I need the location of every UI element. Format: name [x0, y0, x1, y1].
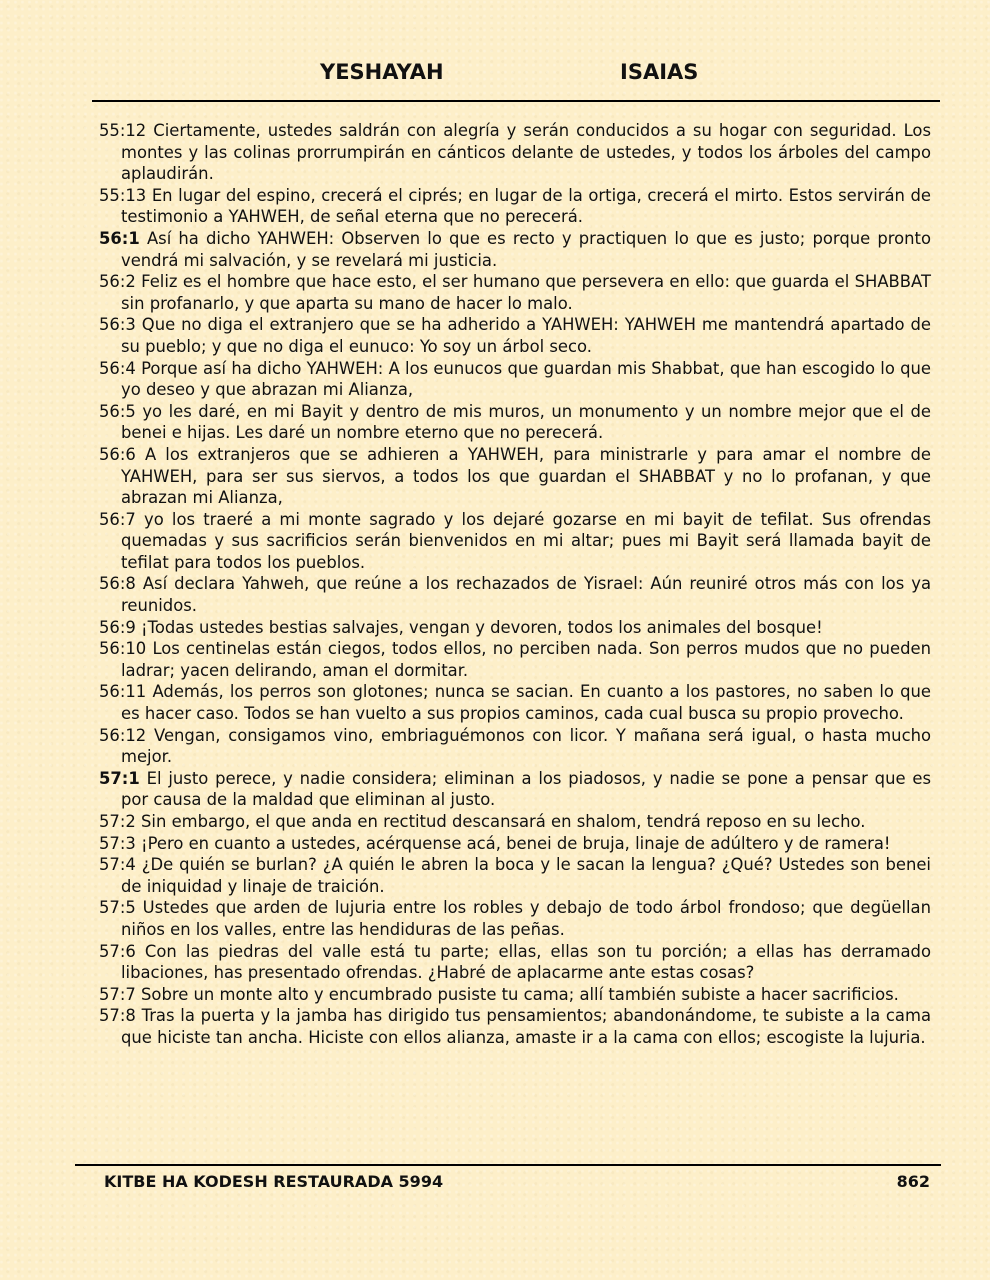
verse [99, 509, 931, 574]
verse [99, 120, 931, 185]
verse [99, 314, 931, 357]
page-header [92, 58, 940, 90]
verse-text: Sobre un monte alto y encumbrado pusiste tu cama; allí también subiste a hacer sacrificios. [141, 984, 899, 1004]
verse-ref: 56:12 [99, 725, 147, 745]
verse-text: ¡Pero en cuanto a ustedes, acérquense acá, benei de bruja, linaje de adúltero y de ramera! [141, 833, 891, 853]
verse-ref: 56:2 [99, 272, 136, 292]
verse-text: Tras la puerta y la jamba has dirigido tus pensamientos; abandonándome, te subiste a la cama que hiciste tan ancha. Hiciste con ellos alianza, amaste ir a la cama con ellos; escogiste la lujuria. [121, 1006, 931, 1047]
verse-ref: 57:4 [99, 855, 136, 875]
verse-ref: 55:12 [99, 121, 147, 140]
verse-text: Así ha dicho YAHWEH: Observen lo que es recto y practiquen lo que es justo; porque pronto vendrá mi salvación, y se revelará mi justicia. [121, 228, 931, 270]
book-title-hebrew: YESHAYAH [320, 60, 444, 84]
verse-ref: 56:6 [99, 444, 136, 464]
verse-ref: 57:8 [99, 1006, 136, 1026]
verse-text: El justo perece, y nadie considera; eliminan a los piadosos, y nadie se pone a pensar que es por causa de la maldad que eliminan al justo. [121, 768, 931, 810]
verse [99, 228, 931, 271]
verse [99, 854, 931, 897]
verse-text: Vengan, consigamos vino, embriaguémonos con licor. Y mañana será igual, o hasta mucho mejor. [121, 725, 932, 767]
verse-text: Feliz es el hombre que hace esto, el ser humano que persevera en ello: que guarda el SHABBAT sin profanarlo, y que aparta su mano de hacer lo malo. [121, 272, 931, 313]
verse [99, 358, 931, 401]
header-divider [92, 100, 940, 102]
footer-title: KITBE HA KODESH RESTAURADA 5994 [104, 1172, 444, 1191]
verse-text: Ciertamente, ustedes saldrán con alegría y serán conducidos a su hogar con seguridad. Los montes y las colinas prorrumpirán en cánticos delante de ustedes, y todos los árboles del campo aplaudirán. [121, 121, 931, 184]
verse-ref: 56:9 [99, 617, 136, 637]
verse [99, 638, 931, 681]
verse [99, 725, 931, 768]
verse-ref: 56:10 [99, 639, 147, 659]
verse-text: Que no diga el extranjero que se ha adherido a YAHWEH: YAHWEH me mantendrá apartado de su pueblo; y que no diga el eunuco: Yo soy un árbol seco. [121, 315, 931, 356]
verse-text: Así declara Yahweh, que reúne a los rechazados de Yisrael: Aún reuniré otros más con los ya reunidos. [121, 574, 931, 616]
verse-text: ¿De quién se burlan? ¿A quién le abren la boca y le sacan la lengua? ¿Qué? Ustedes son benei de iniquidad y linaje de traición. [121, 855, 931, 896]
verse-text: En lugar del espino, crecerá el ciprés; en lugar de la ortiga, crecerá el mirto. Estos servirán de testimonio a YAHWEH, de señal eterna que no perecerá. [121, 185, 931, 227]
book-title-spanish: ISAIAS [620, 60, 699, 84]
verse [99, 185, 931, 228]
verse-ref: 57:1 [99, 768, 140, 788]
verse-ref: 56:7 [99, 509, 136, 529]
verse-list [99, 120, 931, 1049]
footer-divider [75, 1164, 941, 1166]
verse [99, 833, 931, 855]
verse [99, 768, 931, 811]
verse [99, 984, 931, 1006]
verse [99, 811, 931, 833]
verse-ref: 56:5 [99, 401, 136, 421]
verse [99, 681, 931, 724]
verse-ref: 56:1 [99, 228, 140, 248]
verse [99, 941, 931, 984]
page-number: 862 [896, 1172, 930, 1191]
verse-ref: 57:5 [99, 898, 136, 918]
verse [99, 401, 931, 444]
verse [99, 617, 931, 639]
verse-text: Ustedes que arden de lujuria entre los robles y debajo de todo árbol frondoso; que degüellan niños en los valles, entre las hendiduras de las peñas. [121, 898, 931, 939]
verse-text: yo los traeré a mi monte sagrado y los dejaré gozarse en mi bayit de tefilat. Sus ofrendas quemadas y sus sacrificios serán bienvenidos en mi altar; pues mi Bayit será llamada bayit de tefilat para todos los pueblos. [121, 509, 931, 572]
verse-text: Sin embargo, el que anda en rectitud descansará en shalom, tendrá reposo en su lecho. [141, 812, 866, 831]
verse-text: ¡Todas ustedes bestias salvajes, vengan y devoren, todos los animales del bosque! [141, 617, 823, 637]
page-footer [104, 1170, 930, 1194]
verse-ref: 57:2 [99, 812, 136, 831]
verse-text: yo les daré, en mi Bayit y dentro de mis muros, un monumento y un nombre mejor que el de benei e hijas. Les daré un nombre eterno que no perecerá. [121, 401, 931, 443]
verse [99, 1005, 931, 1048]
verse [99, 444, 931, 509]
verse [99, 573, 931, 616]
verse-text: Además, los perros son glotones; nunca se sacian. En cuanto a los pastores, no saben lo que es hacer caso. Todos se han vuelto a sus propios caminos, cada cual busca su propio provecho. [121, 682, 931, 724]
verse-ref: 57:7 [99, 984, 136, 1004]
verse [99, 271, 931, 314]
verse-text: Con las piedras del valle está tu parte; ellas, ellas son tu porción; a ellas has derramado libaciones, has presentado ofrendas. ¿Habré de aplacarme ante estas cosas? [121, 941, 931, 983]
verse-ref: 56:3 [99, 315, 136, 335]
verse-text: A los extranjeros que se adhieren a YAHWEH, para ministrarle y para amar el nombre de YAHWEH, para ser sus siervos, a todos los que guardan el SHABBAT y no lo profanan, y que abrazan mi Alianza, [121, 444, 932, 508]
verse-text: Porque así ha dicho YAHWEH: A los eunucos que guardan mis Shabbat, que han escogido lo que yo deseo y que abrazan mi Alianza, [121, 358, 931, 400]
verse-ref: 56:4 [99, 358, 136, 378]
verse-ref: 55:13 [99, 185, 147, 205]
verse-ref: 57:6 [99, 941, 136, 961]
verse [99, 897, 931, 940]
verse-ref: 56:8 [99, 574, 136, 594]
verse-ref: 57:3 [99, 833, 136, 853]
verse-text: Los centinelas están ciegos, todos ellos, no perciben nada. Son perros mudos que no pueden ladrar; yacen delirando, aman el dormitar. [121, 639, 931, 680]
verse-ref: 56:11 [99, 682, 147, 702]
